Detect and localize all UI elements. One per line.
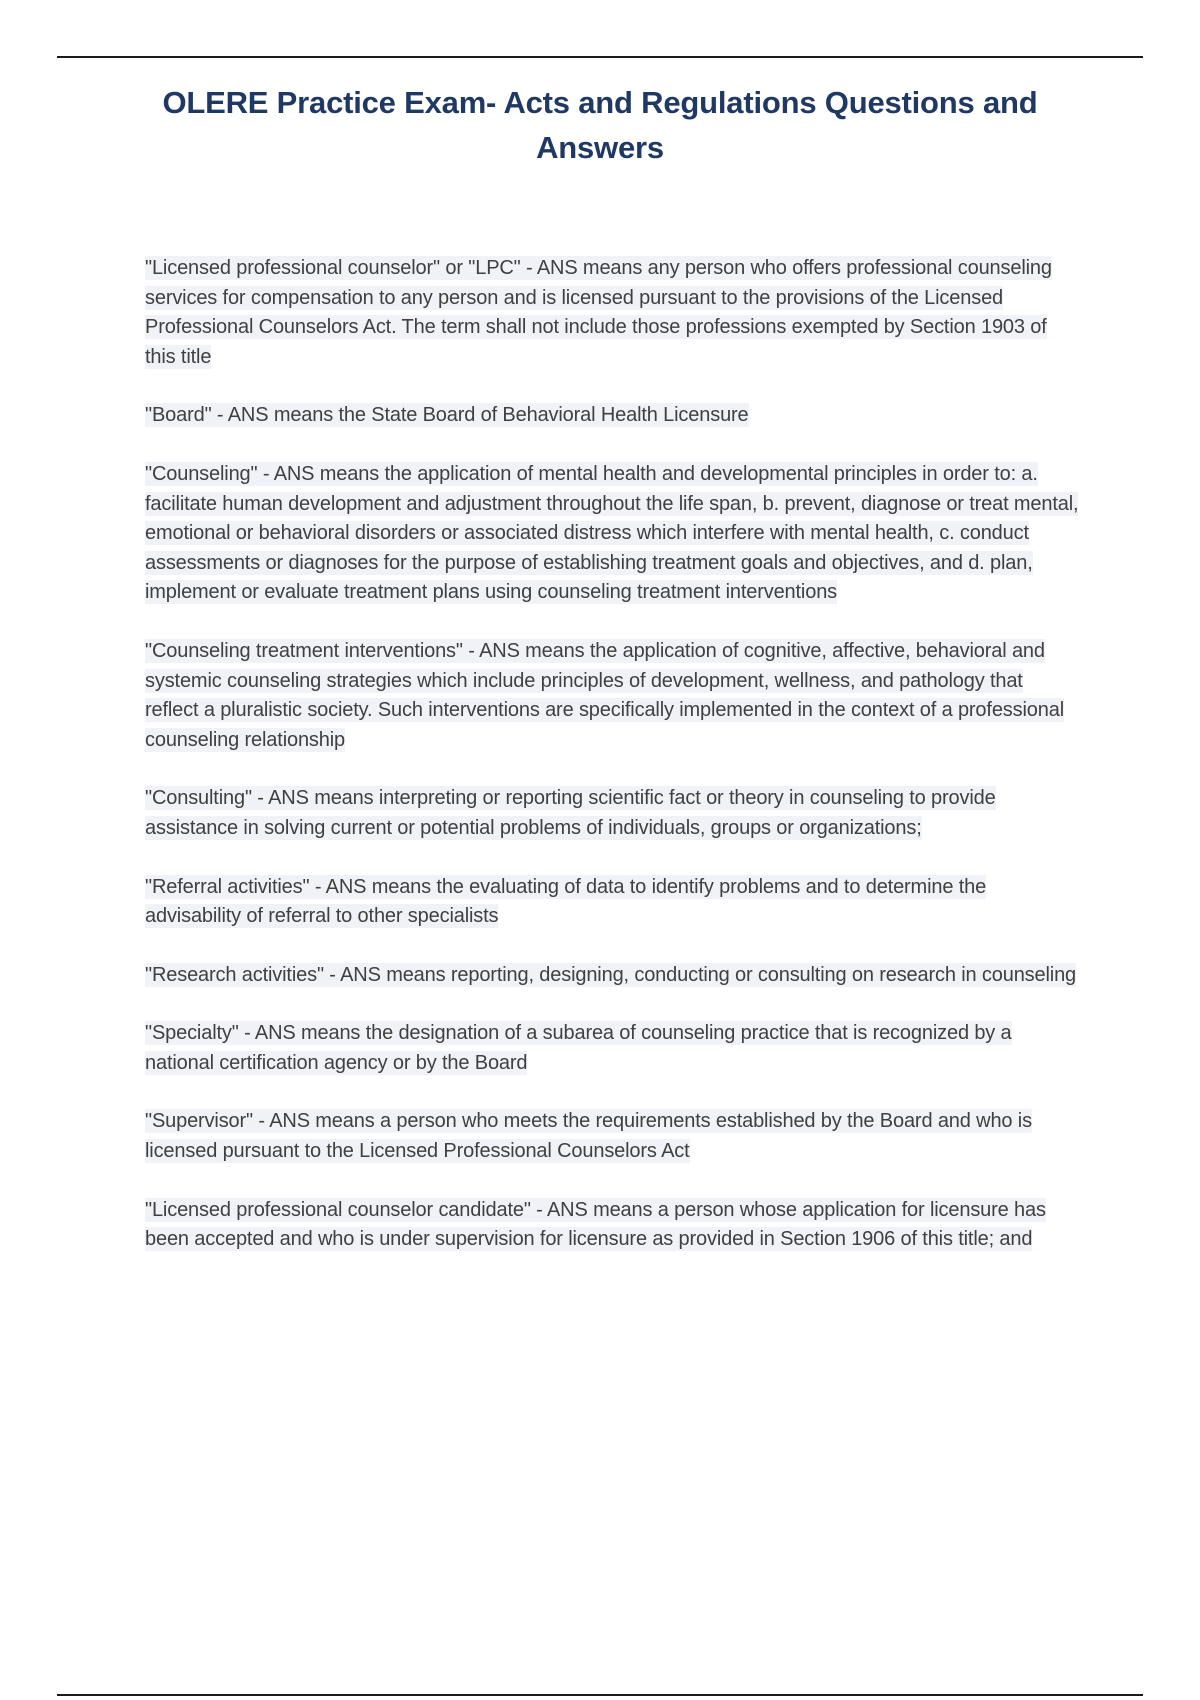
document-title: OLERE Practice Exam- Acts and Regulations Questions and Answers (162, 85, 1038, 165)
qa-entry-text: "Counseling" - ANS means the application of mental health and developmental principles in order to: a. facilitate human development and adjustment throughout the life span, b. prevent, diagnose or treat mental, emotional or behavioral disorders or associated distress which interfere with mental health, c. conduct assessments or diagnoses for the purpose of establishing treatment goals and objectives, and d. plan, implement or evaluate treatment plans using counseling treatment interventions (145, 462, 1079, 604)
qa-entry-text: "Board" - ANS means the State Board of Behavioral Health Licensure (145, 404, 749, 427)
qa-entry-specialty (145, 1019, 1080, 1078)
qa-entry-counseling (145, 460, 1080, 608)
qa-entry-lpc (145, 254, 1080, 372)
qa-entry-text: "Research activities" - ANS means reporting, designing, conducting or consulting on research in counseling (145, 963, 1077, 986)
qa-entry-referral-activities (145, 873, 1080, 932)
qa-entry-counseling-treatment-interventions (145, 637, 1080, 755)
header-rule (57, 56, 1143, 58)
qa-entry-text: "Consulting" - ANS means interpreting or reporting scientific fact or theory in counseling to provide assistance in solving current or potential problems of individuals, groups or organizations; (145, 787, 996, 839)
qa-entry-supervisor (145, 1107, 1080, 1166)
qa-entry-consulting (145, 784, 1080, 843)
qa-entry-text: "Specialty" - ANS means the designation of a subarea of counseling practice that is recognized by a national certification agency or by the Board (145, 1022, 1012, 1074)
qa-entry-board (145, 401, 1080, 431)
qa-entry-text: "Referral activities" - ANS means the evaluating of data to identify problems and to determine the advisability of referral to other specialists (145, 875, 987, 928)
qa-entry-text: "Counseling treatment interventions" - ANS means the application of cognitive, affective, behavioral and systemic counseling strategies which include principles of development, wellness, and pathology that reflect a pluralistic society. Such interventions are specifically implemented in the context of a professional counseling relationship (145, 639, 1064, 751)
footer-rule (57, 1694, 1143, 1696)
qa-entry-text: "Licensed professional counselor" or "LPC" - ANS means any person who offers professional counseling services for compensation to any person and is licensed pursuant to the provisions of the Licensed Professional Counselors Act. The term shall not include those professions exempted by Section 1903 of this title (145, 257, 1052, 368)
qa-entry-lpc-candidate (145, 1196, 1080, 1255)
qa-list (145, 254, 1080, 1284)
qa-entry-research-activities (145, 961, 1080, 991)
qa-entry-text: "Supervisor" - ANS means a person who meets the requirements established by the Board and who is licensed pursuant to the Licensed Professional Counselors Act (145, 1110, 1032, 1163)
qa-entry-text: "Licensed professional counselor candidate" - ANS means a person whose application for licensure has been accepted and who is under supervision for licensure as provided in Section 1906 of this title; and (145, 1198, 1046, 1251)
